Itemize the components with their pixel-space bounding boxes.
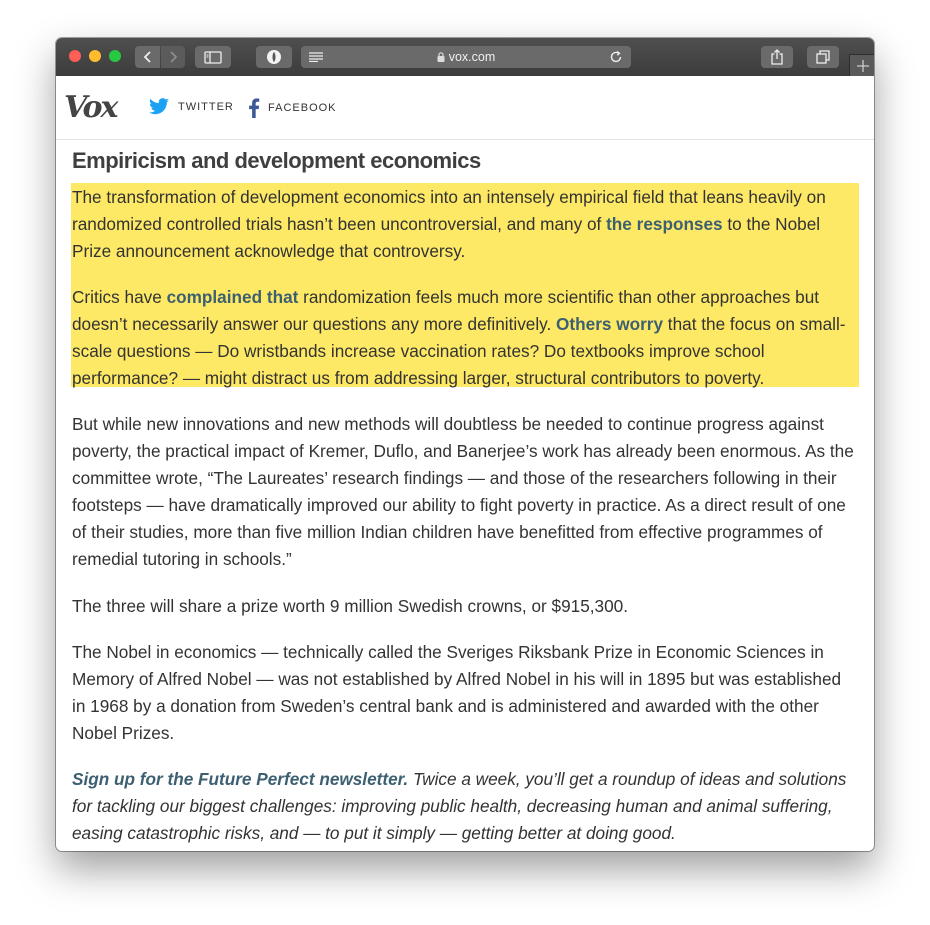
url-text: vox.com [448,50,496,64]
sidebar-icon [204,51,222,64]
lock-icon [437,52,445,62]
paragraph-5: The Nobel in economics — technically called the Sveriges Riksbank Prize in Economic Sciences in Memory of Alfred Nobel — was not established by Alfred Nobel in his will in 1895 but was established in 1968 by a donation from Sweden’s central bank and is administered and awarded with the other Nobel Prizes. [72,642,842,743]
shield-icon [266,49,282,65]
plus-icon [857,60,869,72]
facebook-icon [248,98,260,118]
twitter-icon [148,98,170,116]
tabs-icon [816,50,830,64]
article-body [72,139,858,851]
new-tab-button[interactable] [849,54,874,77]
privacy-extension-button[interactable] [256,46,292,68]
chevron-right-icon [168,50,178,64]
browser-window [56,38,874,851]
site-header [56,76,874,140]
others-worry-link[interactable]: Others worry [556,314,664,334]
minimize-window-button[interactable] [89,50,101,62]
tab-overview-button[interactable] [807,46,839,68]
text-span: to the Nobel Prize announcement acknowledge that controversy. [72,214,821,261]
paragraph-3: But while new innovations and new methods will doubtless be needed to continue progress against poverty, the practical impact of Kremer, Duflo, and Banerjee’s work has already been enormous. As the committee wrote, “The Laureates’ research findings — and those of the researchers following in their footsteps — have dramatically improved our ability to fight poverty in practice. As a direct result of one of their studies, more than five million Indian children have benefitted from effective programmes of remedial tutoring in schools.” [72,414,854,569]
share-icon [770,49,784,65]
paragraph-4: The three will share a prize worth 9 million Swedish crowns, or $915,300. [72,596,628,616]
reload-icon[interactable] [609,50,623,64]
address-bar[interactable] [301,46,631,68]
facebook-label: FACEBOOK [268,102,337,114]
newsletter-signup-link[interactable]: Sign up for the Future Perfect newsletter. [72,769,409,789]
twitter-share-link[interactable] [148,98,234,116]
facebook-share-link[interactable] [248,98,337,118]
zoom-window-button[interactable] [109,50,121,62]
url-display[interactable] [301,50,631,64]
chevron-left-icon [143,50,153,64]
text-span: that the focus on small-scale questions — Do wristbands increase vaccination rates? Do textbooks improve school performance? — might distract us from addressing larger, structural contributors to poverty. [72,314,846,388]
complained-that-link[interactable]: complained that [166,287,299,307]
forward-button[interactable] [161,46,185,68]
paragraph-2 [72,284,858,392]
paragraph-1 [72,184,858,265]
vox-logo[interactable]: Vox [64,90,117,125]
sidebar-button[interactable] [195,46,231,68]
text-span: The transformation of development economics into an intensely empirical field that leans heavily on randomized controlled trials hasn’t been uncontroversial, and many of [72,187,826,234]
newsletter-promo [72,766,858,847]
text-span: randomization feels much more scientific than other approaches but doesn’t necessarily answer our questions any more definitively. [72,287,820,334]
section-heading: Empiricism and development economics [72,148,481,173]
twitter-label: TWITTER [178,101,234,113]
text-span: Twice a week, you’ll get a roundup of ideas and solutions for tackling our biggest challenges: improving public health, decreasing human and animal suffering, easing catastrophic risks, and — to put it simply — getting better at doing good. [72,769,847,843]
close-window-button[interactable] [69,50,81,62]
back-button[interactable] [135,46,160,68]
the-responses-link[interactable]: the responses [606,214,723,234]
browser-toolbar [56,38,874,77]
text-span: Critics have [72,287,167,307]
share-button[interactable] [761,46,793,68]
